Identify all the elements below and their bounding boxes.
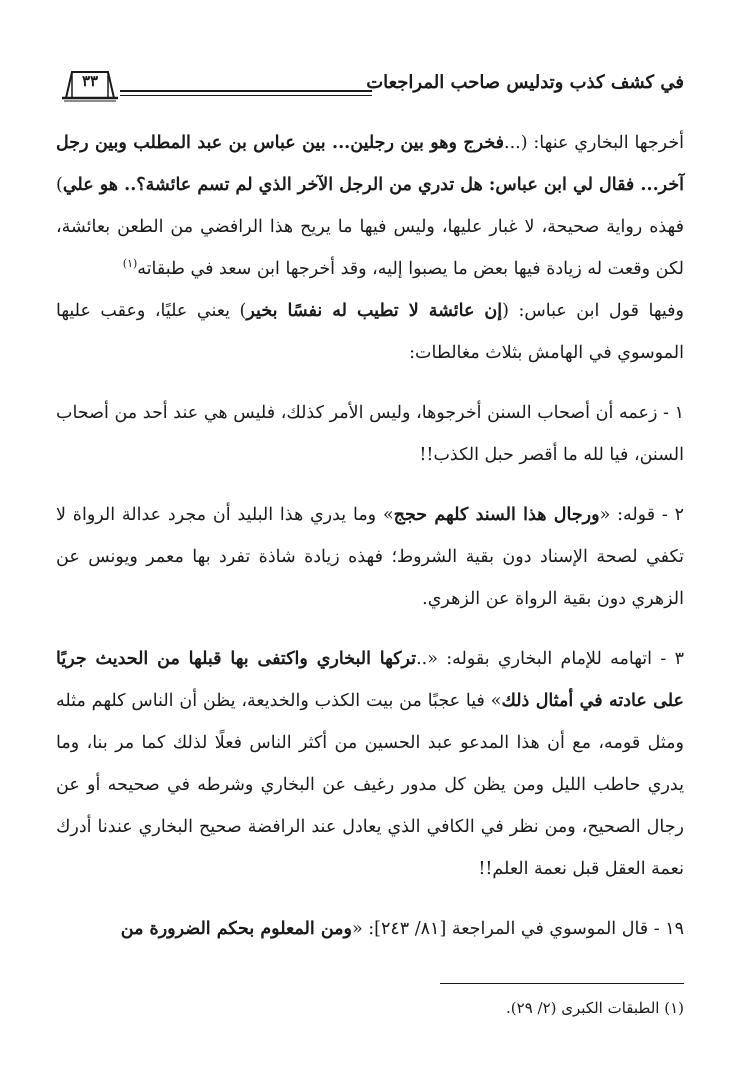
footnote: (١) الطبقات الكبرى (٢/ ٢٩). <box>506 999 684 1017</box>
p6-text-1: ١٩ - قال الموسوي في المراجعة [٨١/ ٢٤٣]: « <box>351 919 684 939</box>
p5-text-1: ٣ - اتهامه للإمام البخاري بقوله: «.. <box>416 649 685 669</box>
p4-text-2: » وما يدري هذا البليد أن مجرد عدالة الرواة لا تكفي لصحة الإسناد دون بقية الشروط؛ فهذه زيادة شاذة تفرد بها معمر ويونس عن الزهري دون بقية الرواة عن الزهري. <box>56 505 684 609</box>
main-text <box>56 122 684 950</box>
p2-text-2: ) يعني عليًا، وعقب عليها الموسوي في الهامش بثلاث مغالطات: <box>56 301 684 363</box>
paragraph-3 <box>56 392 684 476</box>
p1-text-2: ) فهذه رواية صحيحة، لا غبار عليها، وليس فيها ما يريح هذا الرافضي من الطعن بعائشة، لكن وقعت له زيادة فيها بعض ما يصبوا إليه، وقد أخرجها ابن سعد في طبقاته <box>56 175 684 279</box>
p5-text-2: » فيا عجبًا من بيت الكذب والخديعة، يظن أن الناس كلهم مثله ومثل قومه، مع أن هذا المدعو عبد الحسين من أكثر الناس فعلًا لذلك كما مر بنا، وما يدري حاطب الليل ومن يظن كل مدور رغيف عن البخاري وشرطه في صحيحه أو عن رجال الصحيح، ومن نظر في الكافي الذي يعادل عند الرافضة صحيح البخاري عندنا أدرك نعمة العقل قبل نعمة العلم!! <box>56 691 684 879</box>
page-number: ٣٣ <box>81 72 99 90</box>
header-rule-thin <box>120 95 372 96</box>
paragraph-5 <box>56 638 684 890</box>
running-header <box>62 64 684 104</box>
p1-text-1: أخرجها البخاري عنها: (... <box>504 133 684 153</box>
p2-text-1: وفيها قول ابن عباس: ( <box>502 301 684 321</box>
page-number-ornament <box>62 68 118 98</box>
paragraph-4 <box>56 494 684 620</box>
footnote-reference: (١) <box>122 257 138 271</box>
p6-bold-quote: ومن المعلوم بحكم الضرورة من <box>120 919 352 939</box>
p4-bold-quote: ورجال هذا السند كلهم حجج <box>393 505 600 525</box>
p5-bold-quote: تركها البخاري واكتفى بها قبلها من الحديث جريًا على عادته في أمثال ذلك <box>56 649 684 711</box>
p1-bold-quote: فخرج وهو بين رجلين... بين عباس بن عبد المطلب وبين رجل آخر... فقال لي ابن عباس: هل تدري من الرجل الآخر الذي لم تسم عائشة؟.. هو علي <box>56 133 684 195</box>
header-rule <box>120 90 372 92</box>
header-title: في كشف كذب وتدليس صاحب المراجعات <box>366 72 684 93</box>
p4-text-1: ٢ - قوله: « <box>599 505 685 525</box>
paragraph-2 <box>56 290 684 374</box>
paragraph-1 <box>56 122 684 290</box>
p3-text-1: ١ - زعمه أن أصحاب السنن أخرجوها، وليس الأمر كذلك، فليس هي عند أحد من أصحاب السنن، فيا لله ما أقصر حبل الكذب!! <box>56 403 684 465</box>
p2-bold-quote: إن عائشة لا تطيب له نفسًا بخير <box>246 301 503 321</box>
paragraph-6 <box>56 908 684 950</box>
footnote-separator <box>440 983 684 984</box>
